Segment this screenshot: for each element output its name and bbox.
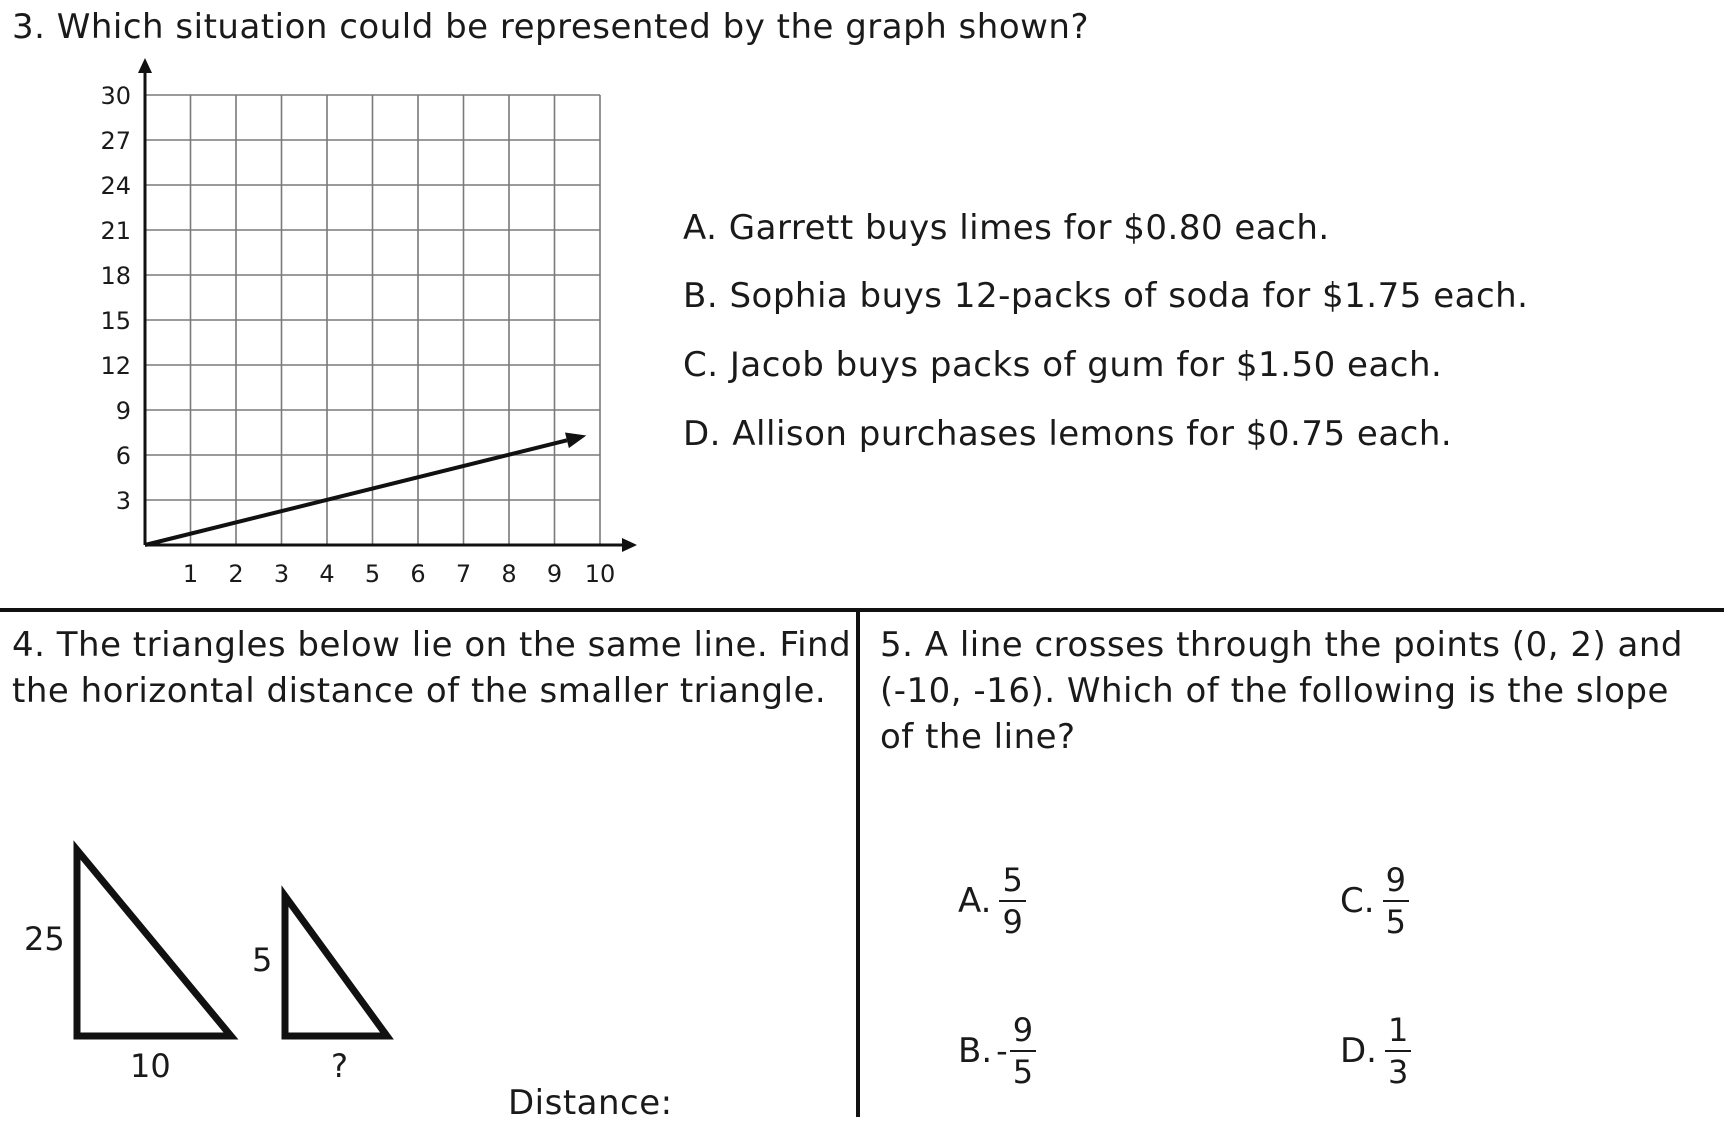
q5-prompt-line3: of the line? [880,717,1076,757]
q3-choice-c: C. Jacob buys packs of gum for $1.50 each. [683,345,1443,385]
q3-prompt: 3. Which situation could be represented by the graph shown? [12,7,1090,47]
denominator: 5 [1383,900,1409,940]
series-arrowhead [565,433,586,449]
q4-triangles [0,830,420,1090]
x-tick-label: 10 [584,560,616,588]
x-tick-label: 8 [501,560,517,588]
q5-choice-a [958,862,1026,940]
y-tick-label: 6 [115,442,131,470]
numerator: 1 [1388,1011,1409,1049]
x-tick-label: 3 [273,560,290,588]
vertical-divider [856,608,860,1117]
series-line [145,440,567,545]
numerator: 5 [1002,861,1023,899]
y-tick-label: 24 [100,172,131,200]
denominator: 9 [999,900,1025,940]
graph-axes [138,58,637,552]
q3-choice-d: D. Allison purchases lemons for $0.75 each. [683,414,1453,454]
q5-prompt-line2: (-10, -16). Which of the following is the slope [880,671,1669,711]
y-tick-label: 12 [100,352,131,380]
x-tick-label: 4 [319,560,335,588]
q3-choice-b: B. Sophia buys 12-packs of soda for $1.75 each. [683,276,1529,316]
small-triangle-base-label: ? [331,1047,348,1085]
q4-distance-label: Distance: [508,1083,673,1123]
x-tick-label: 6 [410,560,426,588]
q5-choice-c [1340,862,1409,940]
y-tick-label: 15 [100,307,131,335]
graph-series [145,433,586,545]
fraction [1385,1012,1411,1090]
y-tick-label: 3 [115,487,131,515]
y-tick-label: 9 [115,397,131,425]
x-tick-label: 9 [546,560,563,588]
denominator: 3 [1385,1050,1411,1090]
choice-letter: A. [958,881,992,921]
q3-graph [0,0,640,600]
horizontal-divider [0,608,1724,612]
large-triangle [77,850,231,1036]
denominator: 5 [1010,1050,1036,1090]
numerator: 9 [1012,1011,1034,1049]
x-tick-label: 5 [364,560,381,588]
y-tick-label: 30 [100,82,131,110]
choice-letter: C. [1340,881,1375,921]
q5-choice-b [958,1012,1036,1090]
x-axis-arrowhead [622,538,637,552]
graph-tick-labels [100,82,615,588]
q5-prompt-line1: 5. A line crosses through the points (0, 2) and [880,625,1683,665]
x-tick-label: 1 [182,560,199,588]
small-triangle-height-label: 5 [252,941,273,979]
negative-sign: - [996,1032,1008,1070]
q4-prompt-line2: the horizontal distance of the smaller triangle. [12,671,827,711]
fraction [999,862,1025,940]
q3-choice-a: A. Garrett buys limes for $0.80 each. [683,208,1330,248]
choice-letter: B. [958,1031,993,1071]
graph-grid [145,95,600,545]
large-triangle-height-label: 25 [24,920,65,958]
fraction [1383,862,1409,940]
large-triangle-base-label: 10 [130,1047,171,1085]
x-tick-label: 7 [455,560,472,588]
q4-prompt-line1: 4. The triangles below lie on the same line. Find [12,625,852,665]
y-axis-arrowhead [138,58,152,73]
y-tick-label: 27 [100,127,131,155]
numerator: 9 [1385,861,1406,899]
q5-choice-d [1340,1012,1411,1090]
y-tick-label: 18 [100,262,131,290]
choice-letter: D. [1340,1031,1377,1071]
y-tick-label: 21 [100,217,131,245]
x-tick-label: 2 [228,560,244,588]
fraction [1010,1012,1036,1090]
small-triangle [285,896,387,1036]
